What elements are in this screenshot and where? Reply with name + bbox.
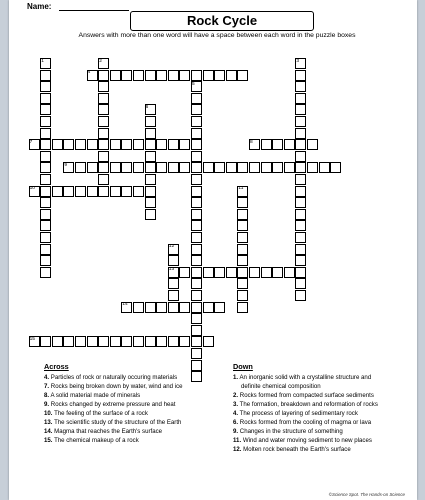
crossword-cell[interactable] (191, 267, 202, 278)
clue-number: 4 (87, 70, 91, 76)
crossword-cell[interactable] (168, 139, 179, 150)
crossword-cell[interactable] (179, 302, 190, 313)
crossword-cell[interactable] (168, 255, 179, 266)
crossword-cell[interactable] (272, 162, 283, 173)
crossword-cell[interactable] (179, 336, 190, 347)
crossword-cell[interactable] (63, 336, 74, 347)
clue-number-label: 13. (44, 418, 53, 426)
clue-number: 2 (99, 58, 102, 64)
crossword-cell[interactable] (98, 116, 109, 127)
crossword-cell[interactable] (133, 162, 144, 173)
footer-credit: ©Science Spot. The Hands-on Science (328, 492, 405, 497)
crossword-cell[interactable] (295, 267, 306, 278)
crossword-cell[interactable] (191, 244, 202, 255)
clue-text: Rocks changed by extreme pressure and heat (49, 400, 176, 408)
crossword-cell[interactable] (295, 197, 306, 208)
clue-text: A solid material made of minerals (49, 391, 141, 399)
crossword-cell[interactable] (191, 151, 202, 162)
crossword-cell[interactable] (237, 232, 248, 243)
crossword-cell[interactable] (40, 151, 51, 162)
crossword-cell[interactable] (98, 139, 109, 150)
crossword-cell[interactable] (214, 162, 225, 173)
crossword-cell[interactable] (191, 313, 202, 324)
crossword-cell[interactable] (261, 267, 272, 278)
clue-number-label: 2. (233, 391, 239, 399)
clue-text: Molten rock beneath the Earth's surface (241, 445, 351, 453)
crossword-cell[interactable] (40, 93, 51, 104)
crossword-cell[interactable] (156, 162, 167, 173)
crossword-cell[interactable] (191, 174, 202, 185)
clue-text: Wind and water moving sediment to new places (241, 436, 372, 444)
crossword-cell[interactable] (40, 232, 51, 243)
crossword-cell[interactable] (237, 244, 248, 255)
clue-number-label: 4. (44, 374, 50, 381)
crossword-cell[interactable] (40, 244, 51, 255)
clue-text: Rocks formed from compacted surface sediments (238, 391, 374, 399)
crossword-cell[interactable] (145, 116, 156, 127)
crossword-cell[interactable] (191, 336, 202, 347)
crossword-cell[interactable] (40, 81, 51, 92)
crossword-cell[interactable] (191, 302, 202, 313)
crossword-cell[interactable] (284, 139, 295, 150)
crossword-cell[interactable] (168, 162, 179, 173)
crossword-cell[interactable] (145, 209, 156, 220)
crossword-cell[interactable] (295, 104, 306, 115)
crossword-cell[interactable] (261, 139, 272, 150)
crossword-cell[interactable] (40, 255, 51, 266)
crossword-cell[interactable] (203, 302, 214, 313)
crossword-cell[interactable] (191, 116, 202, 127)
crossword-cell[interactable] (40, 267, 51, 278)
crossword-cell[interactable] (295, 255, 306, 266)
crossword-cell[interactable] (191, 325, 202, 336)
crossword-cell[interactable] (168, 70, 179, 81)
crossword-cell[interactable] (191, 232, 202, 243)
crossword-cell[interactable] (295, 209, 306, 220)
crossword-cell[interactable] (191, 348, 202, 359)
clue-number: 15 (29, 336, 35, 342)
crossword-cell[interactable] (226, 70, 237, 81)
clue-number-label: 7. (44, 382, 50, 390)
crossword-cell[interactable] (295, 174, 306, 185)
crossword-cell[interactable] (237, 267, 248, 278)
crossword-cell[interactable] (98, 93, 109, 104)
clue-number-label: 11. (233, 436, 242, 444)
clue-number: 6 (145, 104, 149, 110)
crossword-cell[interactable] (179, 70, 190, 81)
crossword-cell[interactable] (121, 139, 132, 150)
crossword-cell[interactable] (156, 302, 167, 313)
crossword-cell[interactable] (75, 139, 86, 150)
crossword-cell[interactable] (98, 162, 109, 173)
crossword-cell[interactable] (98, 174, 109, 185)
crossword-cell[interactable] (249, 162, 260, 173)
clue-text: The process of layering of sedimentary rock (238, 409, 358, 417)
crossword-cell[interactable] (110, 70, 121, 81)
crossword-cell[interactable] (191, 290, 202, 301)
crossword-cell[interactable] (121, 186, 132, 197)
crossword-cell[interactable] (145, 162, 156, 173)
across-heading: Across (44, 362, 69, 371)
clue-text: definite chemical composition (241, 382, 321, 390)
crossword-cell[interactable] (272, 267, 283, 278)
crossword-cell[interactable] (191, 104, 202, 115)
crossword-cell[interactable] (156, 70, 167, 81)
crossword-cell[interactable] (191, 186, 202, 197)
crossword-cell[interactable] (40, 209, 51, 220)
crossword-cell[interactable] (295, 81, 306, 92)
clue-text: The formation, breakdown and reformation of rocks (238, 400, 378, 408)
crossword-cell[interactable] (98, 186, 109, 197)
crossword-cell[interactable] (133, 139, 144, 150)
crossword-cell[interactable] (156, 139, 167, 150)
crossword-cell[interactable] (179, 267, 190, 278)
clue-text: Magma that reaches the Earth's surface (52, 427, 163, 435)
crossword-cell[interactable] (179, 162, 190, 173)
clue-number: 11 (238, 186, 244, 192)
clue-number: 5 (192, 81, 195, 87)
crossword-cell[interactable] (237, 209, 248, 220)
crossword-cell[interactable] (75, 336, 86, 347)
crossword-cell[interactable] (237, 302, 248, 313)
crossword-cell[interactable] (191, 128, 202, 139)
crossword-cell[interactable] (75, 162, 86, 173)
crossword-cell[interactable] (156, 336, 167, 347)
crossword-cell[interactable] (191, 93, 202, 104)
crossword-cell[interactable] (87, 186, 98, 197)
crossword-cell[interactable] (145, 197, 156, 208)
crossword-cell[interactable] (295, 220, 306, 231)
page-title: Rock Cycle (130, 11, 314, 31)
crossword-cell[interactable] (191, 255, 202, 266)
crossword-cell[interactable] (133, 336, 144, 347)
crossword-cell[interactable] (145, 151, 156, 162)
crossword-cell[interactable] (191, 139, 202, 150)
crossword-cell[interactable] (168, 336, 179, 347)
crossword-cell[interactable] (203, 336, 214, 347)
crossword-cell[interactable] (191, 197, 202, 208)
crossword-cell[interactable] (40, 197, 51, 208)
crossword-cell[interactable] (133, 302, 144, 313)
crossword-cell[interactable] (52, 139, 63, 150)
crossword-cell[interactable] (145, 139, 156, 150)
crossword-cell[interactable] (237, 70, 248, 81)
crossword-cell[interactable] (145, 174, 156, 185)
crossword-cell[interactable] (145, 128, 156, 139)
crossword-cell[interactable] (133, 70, 144, 81)
crossword-cell[interactable] (319, 162, 330, 173)
crossword-cell[interactable] (98, 104, 109, 115)
crossword-cell[interactable] (40, 139, 51, 150)
crossword-cell[interactable] (214, 267, 225, 278)
clue-number: 7 (29, 139, 33, 145)
clue-number-label: 3. (233, 400, 239, 408)
crossword-cell[interactable] (168, 302, 179, 313)
crossword-cell[interactable] (237, 255, 248, 266)
crossword-cell[interactable] (295, 278, 306, 289)
crossword-cell[interactable] (295, 186, 306, 197)
crossword-cell[interactable] (40, 220, 51, 231)
clue-number: 10 (29, 186, 35, 192)
crossword-cell[interactable] (110, 139, 121, 150)
crossword-cell[interactable] (52, 336, 63, 347)
crossword-cell[interactable] (133, 186, 144, 197)
clue-number-label: 4. (233, 409, 239, 417)
crossword-cell[interactable] (87, 162, 98, 173)
crossword-cell[interactable] (40, 174, 51, 185)
crossword-cell[interactable] (191, 209, 202, 220)
crossword-cell[interactable] (98, 81, 109, 92)
crossword-cell[interactable] (214, 302, 225, 313)
down-heading: Down (233, 362, 253, 371)
crossword-cell[interactable] (237, 162, 248, 173)
crossword-cell[interactable] (87, 336, 98, 347)
crossword-cell[interactable] (295, 232, 306, 243)
crossword-cell[interactable] (295, 151, 306, 162)
crossword-cell[interactable] (203, 267, 214, 278)
clue-number: 13 (168, 267, 175, 273)
crossword-cell[interactable] (295, 139, 306, 150)
crossword-cell[interactable] (330, 162, 341, 173)
crossword-cell[interactable] (52, 186, 63, 197)
crossword-cell[interactable] (295, 128, 306, 139)
clue-text: The chemical makeup of a rock (52, 436, 139, 444)
name-label: Name: (27, 2, 52, 11)
crossword-cell[interactable] (98, 70, 109, 81)
crossword-cell[interactable] (98, 336, 109, 347)
clue-text: The scientific study of the structure of the Earth (52, 418, 182, 426)
crossword-cell[interactable] (145, 186, 156, 197)
crossword-cell[interactable] (237, 290, 248, 301)
clue-text: Rocks formed from the cooling of magma or lava (238, 418, 372, 426)
crossword-cell[interactable] (63, 186, 74, 197)
crossword-cell[interactable] (40, 116, 51, 127)
instructions-text: Answers with more than one word will have a space between each word in the puzzle boxes (78, 32, 356, 39)
clue-text: Particles of rock or naturally occuring materials (49, 374, 178, 381)
clue-number: 3 (296, 58, 300, 64)
crossword-cell[interactable] (63, 139, 74, 150)
clue-text: Changes in the structure of something (238, 427, 343, 435)
crossword-cell[interactable] (203, 162, 214, 173)
crossword-cell[interactable] (168, 278, 179, 289)
crossword-cell[interactable] (145, 70, 156, 81)
clue-number-label: 10. (44, 409, 53, 417)
crossword-cell[interactable] (121, 70, 132, 81)
crossword-cell[interactable] (110, 186, 121, 197)
crossword-cell[interactable] (145, 302, 156, 313)
crossword-cell[interactable] (295, 93, 306, 104)
crossword-cell[interactable] (295, 244, 306, 255)
crossword-cell[interactable] (295, 290, 306, 301)
crossword-cell[interactable] (307, 139, 318, 150)
clue-text: Rocks being broken down by water, wind and ice (49, 382, 183, 390)
clue-number-label: 1. (233, 374, 239, 381)
crossword-cell[interactable] (40, 186, 51, 197)
crossword-cell[interactable] (307, 162, 318, 173)
crossword-cell[interactable] (110, 336, 121, 347)
clue-number: 9 (64, 162, 68, 168)
crossword-cell[interactable] (168, 290, 179, 301)
crossword-cell[interactable] (121, 162, 132, 173)
crossword-cell[interactable] (237, 197, 248, 208)
crossword-cell[interactable] (284, 162, 295, 173)
crossword-cell[interactable] (295, 162, 306, 173)
crossword-cell[interactable] (261, 162, 272, 173)
crossword-cell[interactable] (203, 70, 214, 81)
crossword-cell[interactable] (179, 139, 190, 150)
clue-number-label: 9. (44, 400, 50, 408)
crossword-cell[interactable] (145, 336, 156, 347)
crossword-cell[interactable] (237, 278, 248, 289)
crossword-cell[interactable] (75, 186, 86, 197)
crossword-cell[interactable] (295, 116, 306, 127)
crossword-cell[interactable] (249, 267, 260, 278)
crossword-cell[interactable] (191, 70, 202, 81)
crossword-cell[interactable] (237, 220, 248, 231)
crossword-cell[interactable] (121, 336, 132, 347)
crossword-cell[interactable] (40, 162, 51, 173)
crossword-cell[interactable] (191, 360, 202, 371)
clue-number-label: 6. (233, 418, 239, 426)
crossword-cell[interactable] (40, 336, 51, 347)
crossword-cell[interactable] (226, 267, 237, 278)
clue-text: An inorganic solid with a crystalline structure and (238, 374, 372, 381)
crossword-cell[interactable] (110, 162, 121, 173)
clue-number-label: 12. (233, 445, 242, 453)
clue-number: 8 (250, 139, 253, 145)
crossword-cell[interactable] (214, 70, 225, 81)
crossword-cell[interactable] (191, 371, 202, 382)
clue-number-label: 9. (233, 427, 239, 435)
crossword-cell[interactable] (98, 151, 109, 162)
crossword-cell[interactable] (295, 70, 306, 81)
crossword-cell[interactable] (191, 278, 202, 289)
crossword-cell[interactable] (284, 267, 295, 278)
clue-number-label: 8. (44, 391, 50, 399)
clue-text: The feeling of the surface of a rock (52, 409, 148, 417)
crossword-cell[interactable] (226, 162, 237, 173)
crossword-cell[interactable] (272, 139, 283, 150)
crossword-cell[interactable] (98, 128, 109, 139)
clue-number: 12 (168, 244, 175, 250)
crossword-cell[interactable] (191, 220, 202, 231)
crossword-cell[interactable] (40, 104, 51, 115)
clue-number-label: 14. (44, 427, 53, 435)
clue-number: 14 (122, 302, 128, 308)
crossword-cell[interactable] (40, 128, 51, 139)
crossword-cell[interactable] (191, 162, 202, 173)
clue-number-label: 15. (44, 436, 53, 444)
crossword-cell[interactable] (40, 70, 51, 81)
clue-number: 1 (41, 58, 44, 64)
crossword-cell[interactable] (87, 139, 98, 150)
